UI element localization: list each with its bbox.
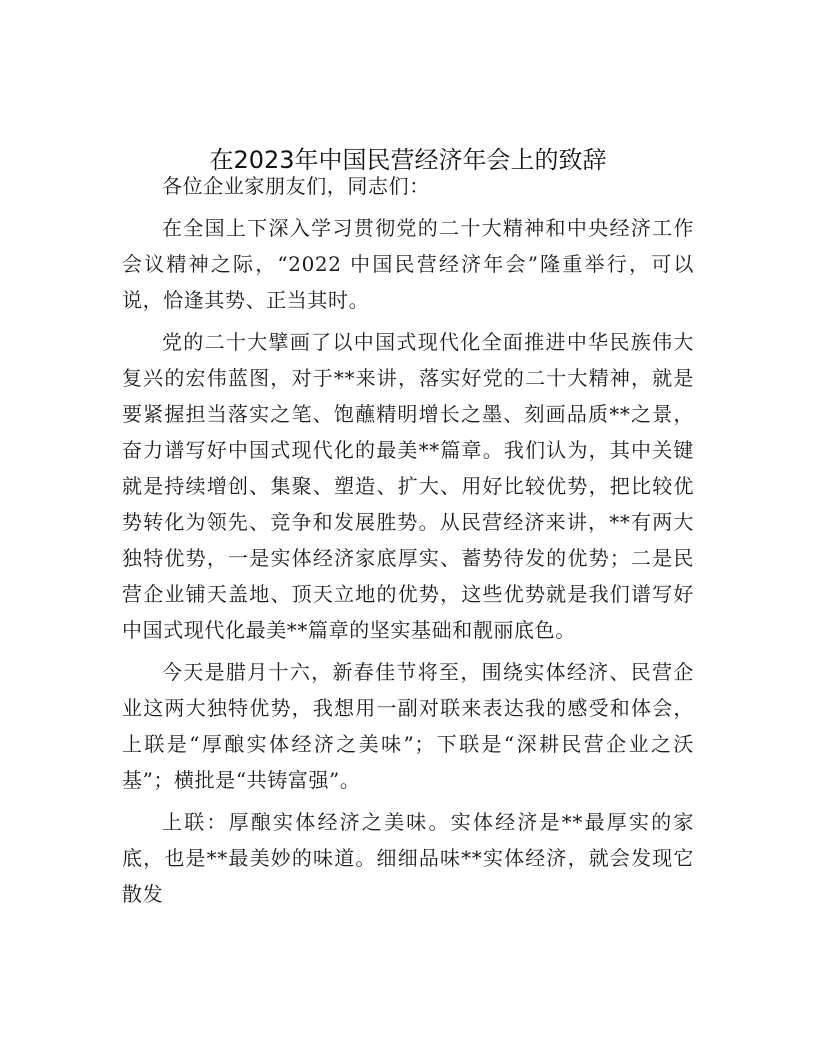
paragraph-2: 党的二十大擘画了以中国式现代化全面推进中华民族伟大复兴的宏伟蓝图，对于**来讲，落实好党的二十大精神，就是要紧握担当落实之笔、饱蘸精明增长之墨、刻画品质**之景，奋力谱写好中国式现代化的最美**篇章。我们认为，其中关键就是持续增创、集聚、塑造、扩大、用好比较优势，把比较优势转化为领先、竞争和发展胜势。从民营经济来讲，**有两大独特优势，一是实体经济家底厚实、蓄势待发的优势；二是民营企业铺天盖地、顶天立地的优势，这些优势就是我们谱写好中国式现代化最美**篇章的坚实基础和靓丽底色。 xyxy=(122,330,694,642)
paragraph-1: 在全国上下深入学习贯彻党的二十大精神和中央经济工作会议精神之际，“2022 中国民营经济年会”隆重举行，可以说，恰逢其势、正当其时。 xyxy=(122,216,694,312)
paragraph-4: 上联：厚酿实体经济之美味。实体经济是**最厚实的家底，也是**最美妙的味道。细细品味**实体经济，就会发现它散发 xyxy=(122,810,694,906)
salutation: 各位企业家朋友们，同志们： xyxy=(162,174,430,198)
document-title: 在2023年中国民营经济年会上的致辞 xyxy=(209,146,607,174)
document-body xyxy=(122,168,694,912)
paragraph-3: 今天是腊月十六，新春佳节将至，围绕实体经济、民营企业这两大独特优势，我想用一副对联来表达我的感受和体会，上联是“厚酿实体经济之美味”；下联是“深耕民营企业之沃基”；横批是“共铸富强”。 xyxy=(122,660,694,792)
